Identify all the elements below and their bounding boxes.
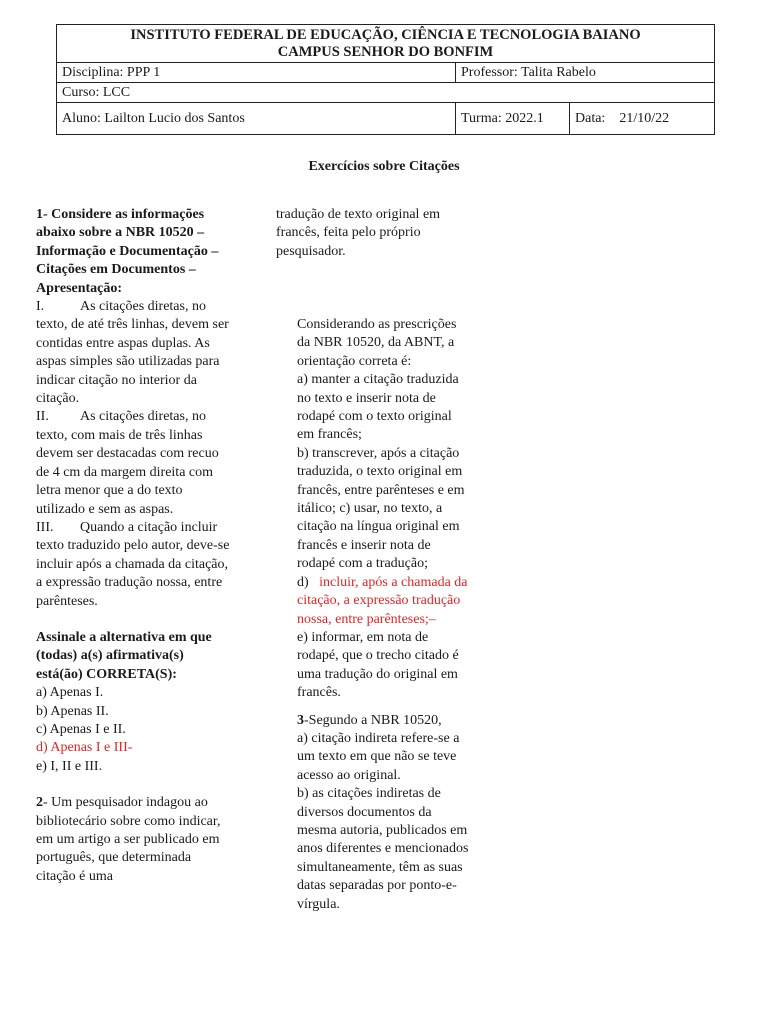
- data-cell: [570, 103, 715, 135]
- data-label: Data:: [575, 110, 606, 126]
- q2-intro: Considerando as prescrições da NBR 10520, da ABNT, a orientação correta é:: [297, 317, 457, 369]
- header-table: [56, 24, 715, 135]
- data-value: 21/10/22: [619, 110, 670, 126]
- turma-cell: Turma: 2022.1: [456, 103, 570, 135]
- q1-item-2: II. As citações diretas, no texto, com mais de três linhas devem ser destacadas com recuo de 4 cm da margem direita com letra menor que a do texto utilizado e sem as aspas.: [36, 409, 219, 517]
- q1-option-d: d) Apenas I e III-: [36, 740, 133, 756]
- q2-question: 2- Um pesquisador indagou ao bibliotecário sobre como indicar, em um artigo a ser publicado em português, que determinada citação é uma: [36, 795, 221, 884]
- q1-option-a: a) Apenas I.: [36, 685, 104, 701]
- disciplina-cell: Disciplina: PPP 1: [57, 63, 456, 83]
- professor-cell: Professor: Talita Rabelo: [456, 63, 715, 83]
- q3-option-a: a) citação indireta refere-se a um texto em que não se teve acesso ao original.: [297, 730, 460, 783]
- header-title-cell: [57, 25, 715, 63]
- q1-option-b: b) Apenas II.: [36, 703, 109, 719]
- q1-option-e: e) I, II e III.: [36, 758, 103, 774]
- q1-item-3: III. Quando a citação incluir texto traduzido pelo autor, deve-se incluir após a chamada da citação, a expressão tradução nossa, entre parênteses.: [36, 519, 230, 609]
- aluno-cell: Aluno: Lailton Lucio dos Santos: [57, 103, 456, 135]
- q2-continuation: tradução de texto original em francês, feita pelo próprio pesquisador.: [276, 207, 441, 259]
- q1-option-c: c) Apenas I e II.: [36, 721, 126, 737]
- q1-item-1: I. As citações diretas, no texto, de até três linhas, devem ser contidas entre aspas duplas. As aspas simples são utilizadas para indicar citação no interior da citação.: [36, 299, 229, 407]
- q2-option-e: e) informar, em nota de rodapé, que o trecho citado é uma tradução do original em francês.: [297, 629, 459, 701]
- curso-cell: Curso: LCC: [57, 83, 715, 103]
- page-title: Exercícios sobre Citações: [308, 159, 460, 174]
- q2-option-b: b) transcrever, após a citação traduzida, o texto original em francês, entre parênteses e em itálico; c) usar, no texto, a citação na língua original em francês e inserir nota de rodapé com a tradução;: [297, 445, 465, 572]
- campus-name: CAMPUS SENHOR DO BONFIM: [277, 43, 494, 60]
- q2-option-a: a) manter a citação traduzida no texto e inserir nota de rodapé com o texto original em francês;: [297, 372, 459, 443]
- q2-option-d: d) incluir, após a chamada da citação, a expressão tradução nossa, entre parênteses;–: [297, 574, 468, 627]
- institution-name: INSTITUTO FEDERAL DE EDUCAÇÃO, CIÊNCIA E TECNOLOGIA BAIANO: [130, 26, 641, 43]
- q1-prompt: Assinale a alternativa em que (todas) a(s) afirmativa(s) está(ão) CORRETA(S):: [36, 629, 212, 682]
- left-column: [36, 206, 230, 886]
- q3-question: 3-Segundo a NBR 10520,: [297, 712, 442, 728]
- q1-heading: 1- Considere as informações abaixo sobre a NBR 10520 – Informação e Documentação – Citações em Documentos – Apresentação:: [36, 207, 219, 296]
- right-column: [297, 316, 469, 914]
- q3-option-b: b) as citações indiretas de diversos documentos da mesma autoria, publicados em anos diferentes e mencionados simultaneamente, têm as suas datas separadas por ponto-e-vírgula.: [297, 786, 469, 912]
